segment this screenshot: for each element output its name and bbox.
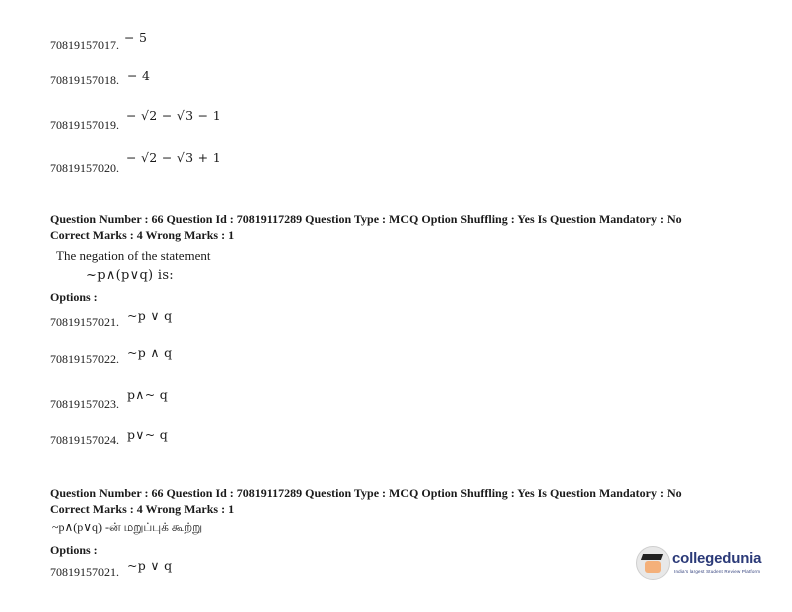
question-meta: Question Number : 66 Question Id : 70819117289 Question Type : MCQ Option Shuffling : Yes Is Question Mandatory : No — [50, 212, 682, 226]
option-value: − √2 − √3 + 1 — [126, 150, 221, 165]
option-id: 70819157021. — [50, 565, 119, 579]
option-value: ~p ∧ q — [127, 345, 173, 360]
option-id: 70819157018. — [50, 73, 119, 87]
option-id: 70819157020. — [50, 161, 119, 175]
option-id: 70819157021. — [50, 315, 119, 329]
option-value: − 5 — [124, 30, 148, 45]
option-value: ~p ∨ q — [127, 558, 173, 573]
option-id: 70819157024. — [50, 433, 119, 447]
option-value: p∨~ q — [127, 427, 169, 442]
option-value: p∧~ q — [127, 387, 169, 402]
option-value: − √2 − √3 − 1 — [126, 108, 221, 123]
question-header — [50, 211, 750, 243]
option-id: 70819157019. — [50, 118, 119, 132]
options-label: Options : — [50, 290, 98, 304]
option-id: 70819157017. — [50, 38, 119, 52]
question-meta: Question Number : 66 Question Id : 70819117289 Question Type : MCQ Option Shuffling : Yes Is Question Mandatory : No — [50, 486, 682, 500]
question-marks: Correct Marks : 4 Wrong Marks : 1 — [50, 228, 235, 242]
option-id: 70819157022. — [50, 352, 119, 366]
logo-brand-text: collegedunia — [672, 550, 762, 567]
option-value: ~p ∨ q — [127, 308, 173, 323]
logo-tagline: India's largest Student Review Platform — [674, 569, 761, 574]
options-label: Options : — [50, 543, 98, 557]
graduate-mascot-icon — [636, 546, 670, 580]
question-statement: ~p∧(p∨q) -ன் மறுப்புக் கூற்று — [52, 520, 203, 534]
option-value: − 4 — [127, 68, 151, 83]
question-statement: The negation of the statement — [56, 248, 211, 263]
question-marks: Correct Marks : 4 Wrong Marks : 1 — [50, 502, 235, 516]
option-id: 70819157023. — [50, 397, 119, 411]
collegedunia-logo — [636, 544, 766, 584]
question-header — [50, 485, 750, 517]
question-expression: ~p∧(p∨q) is: — [86, 268, 174, 283]
